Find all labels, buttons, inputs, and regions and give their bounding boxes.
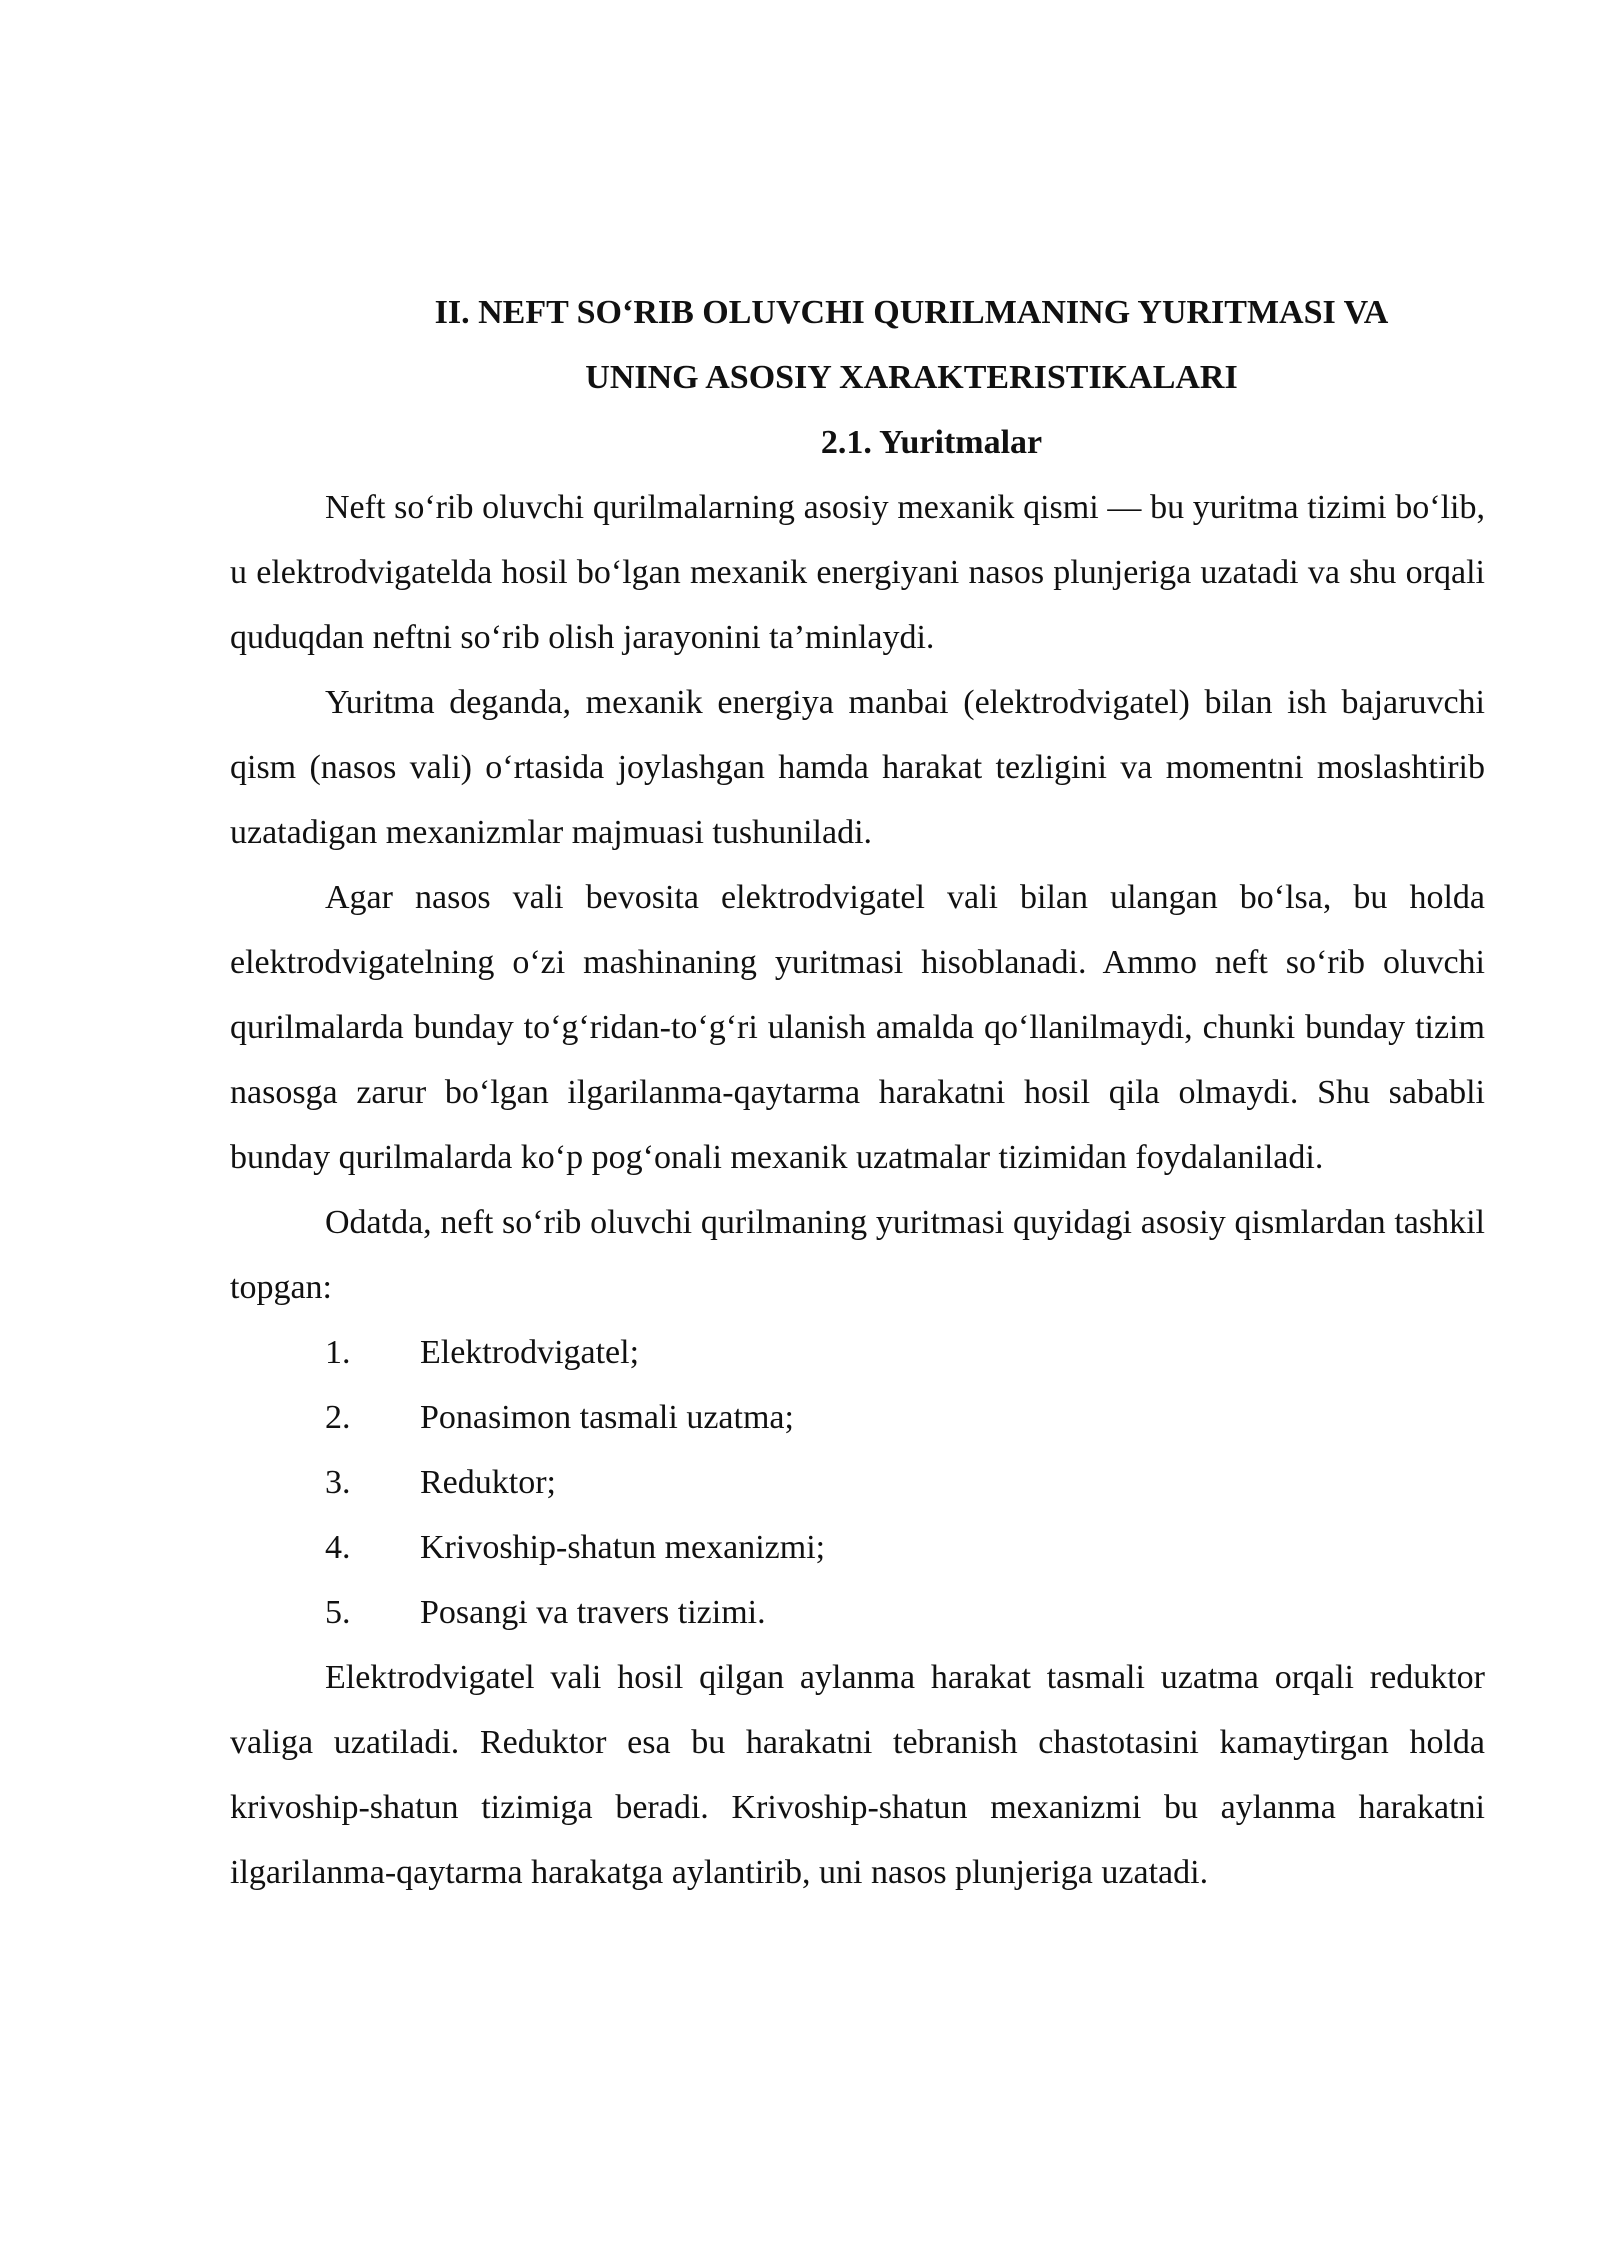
list-item-number: 4.: [325, 1529, 351, 1566]
paragraph-5: Elektrodvigatel vali hosil qilgan aylanma harakat tasmali uzatma orqali reduktor valiga uzatiladi. Reduktor esa bu harakatni tebranish chastotasini kamaytirgan holda krivoship-shatun tizimiga beradi. Krivoship-shatun mexanizmi bu aylanma harakatni ilgarilanma-qaytarma harakatga aylantirib, uni nasos plunjeriga uzatadi.: [230, 1659, 1485, 1891]
list-item: [230, 1385, 1485, 1450]
list-item: [230, 1515, 1485, 1580]
list-item-text: Elektrodvigatel;: [420, 1334, 640, 1371]
list-item-text: Krivoship-shatun mexanizmi;: [420, 1529, 826, 1566]
list-item-text: Ponasimon tasmali uzatma;: [420, 1399, 794, 1436]
list-item-number: 5.: [325, 1594, 351, 1631]
list-item-text: Posangi va travers tizimi.: [420, 1594, 766, 1631]
list-item-number: 1.: [325, 1334, 351, 1371]
components-list: [230, 1320, 1485, 1645]
list-item: [230, 1450, 1485, 1515]
paragraph-4: Odatda, neft so‘rib oluvchi qurilmaning yuritmasi quyidagi asosiy qismlardan tashkil topgan:: [230, 1204, 1485, 1306]
chapter-title-line-1: II. NEFT SO‘RIB OLUVCHI QURILMANING YURITMASI VA: [434, 294, 1389, 331]
list-item-number: 3.: [325, 1464, 351, 1501]
list-item: [230, 1320, 1485, 1385]
section-heading: 2.1. Yuritmalar: [820, 424, 1043, 461]
document-page: [230, 280, 1485, 1905]
list-item-text: Reduktor;: [420, 1464, 556, 1501]
paragraph-2: Yuritma deganda, mexanik energiya manbai (elektrodvigatel) bilan ish bajaruvchi qism (nasos vali) o‘rtasida joylashgan hamda harakat tezligini va momentni moslashtirib uzatadigan mexanizmlar majmuasi tushuniladi.: [230, 684, 1485, 851]
paragraph-1: Neft so‘rib oluvchi qurilmalarning asosiy mexanik qismi — bu yuritma tizimi bo‘lib, u elektrodvigatelda hosil bo‘lgan mexanik energiyani nasos plunjeriga uzatadi va shu orqali quduqdan neftni so‘rib olish jarayonini ta’minlaydi.: [230, 489, 1485, 656]
chapter-title-line-2: UNING ASOSIY XARAKTERISTIKALARI: [585, 359, 1238, 396]
paragraph-3: Agar nasos vali bevosita elektrodvigatel vali bilan ulangan bo‘lsa, bu holda elektrodvigatelning o‘zi mashinaning yuritmasi hisoblanadi. Ammo neft so‘rib oluvchi qurilmalarda bunday to‘g‘ridan-to‘g‘ri ulanish amalda qo‘llanilmaydi, chunki bunday tizim nasosga zarur bo‘lgan ilgarilanma-qaytarma harakatni hosil qila olmaydi. Shu sababli bunday qurilmalarda ko‘p pog‘onali mexanik uzatmalar tizimidan foydalaniladi.: [230, 879, 1485, 1176]
list-item-number: 2.: [325, 1399, 351, 1436]
list-item: [230, 1580, 1485, 1645]
